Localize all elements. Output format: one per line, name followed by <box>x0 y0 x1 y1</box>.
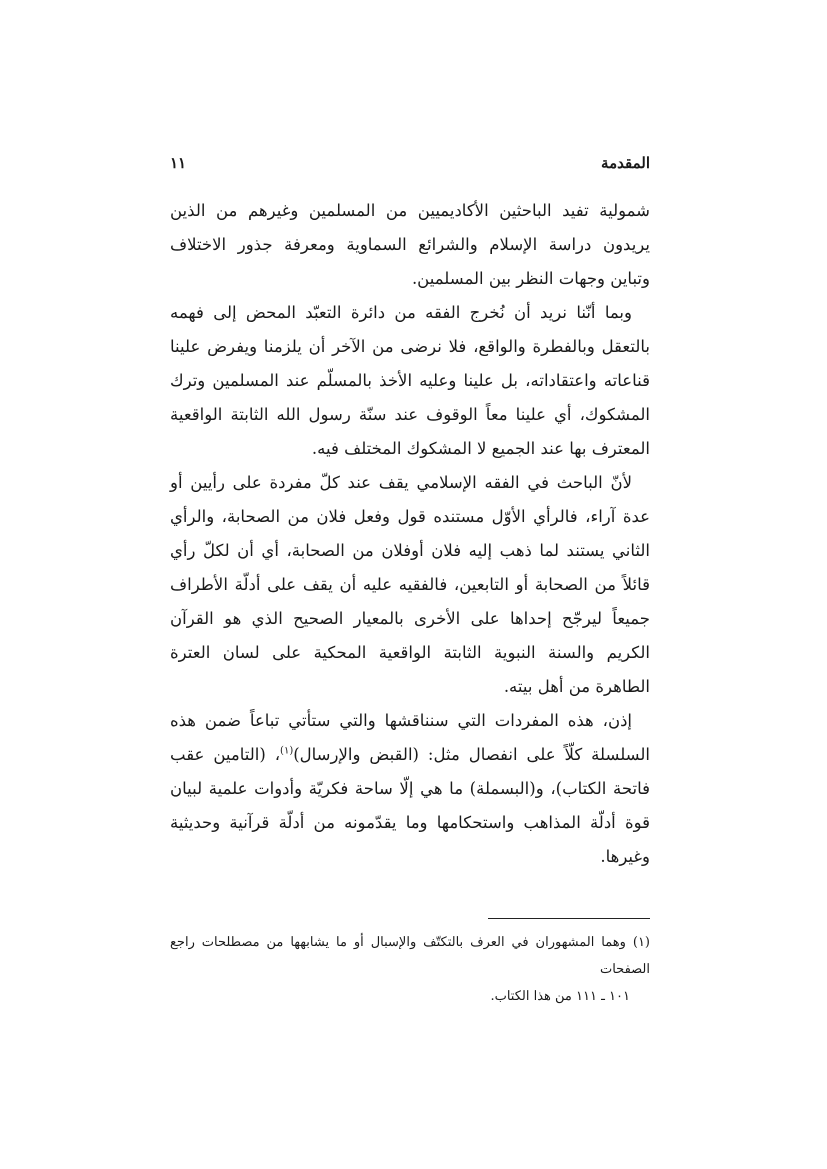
page-number: ١١ <box>170 154 187 172</box>
paragraph: شمولية تفيد الباحثين الأكاديميين من المسلمين وغيرهم من الذين يريدون دراسة الإسلام والشرائع السماوية ومعرفة جذور الاختلاف وتباين وجهات النظر بين المسلمين. <box>170 201 650 288</box>
book-page <box>170 150 650 1050</box>
footnote-line: ١٠١ ـ ١١١ من هذا الكتاب. <box>490 989 630 1004</box>
footnote-reference[interactable]: (١) <box>280 745 294 757</box>
paragraph-text: إذن، هذه المفردات التي سنناقشها والتي ستأتي تباعاً ضمن هذه السلسلة كلّاً على انفصال مثل: (القبض والإرسال) <box>170 711 650 764</box>
paragraph: لأنّ الباحث في الفقه الإسلامي يقف عند كلّ مفردة على رأيين أو عدة آراء، فالرأي الأوّل مستنده قول وفعل فلان من الصحابة، والرأي الثاني يستند لما ذهب إليه فلان أوفلان من الصحابة، أي أن لكلّ رأي قائلاً من الصحابة أو التابعين، فالفقيه عليه أن يقف على أدلّة الأطراف جميعاً ليرجّح إحداها على الأخرى بالمعيار الصحيح الذي هو القرآن الكريم والسنة النبوية الثابتة الواقعية المحكية على لسان العترة الطاهرة من أهل بيته. <box>170 473 650 696</box>
paragraph <box>170 704 650 874</box>
footnote-divider <box>488 918 650 919</box>
footnotes <box>170 929 650 1010</box>
footnote-line: (١) وهما المشهوران في العرف بالتكتّف والإسبال أو ما يشابهها من مصطلحات راجع الصفحات <box>170 935 650 977</box>
chapter-title: المقدمة <box>601 154 650 172</box>
paragraph: وبما أنّنا نريد أن نُخرج الفقه من دائرة التعبّد المحض إلى فهمه بالتعقل وبالفطرة والواقع، فلا نرضى من الآخر أن يلزمنا ويفرض علينا قناعاته واعتقاداته، بل علينا وعليه الأخذ بالمسلّم عند المسلمين وترك المشكوك، أي علينا معاً الوقوف عند سنّة رسول الله الثابتة الواقعية المعترف بها عند الجميع لا المشكوك المختلف فيه. <box>170 303 650 458</box>
paragraph-text: ، (التامين عقب فاتحة الكتاب)، و(البسملة) ما هي إلّا ساحة فكريّة وأدوات علمية لبيان قوة أدلّة المذاهب واستحكامها وما يقدّمونه من أدلّة قرآنية وحديثية وغيرها. <box>170 745 650 866</box>
body-text <box>170 194 650 874</box>
running-head <box>170 150 650 180</box>
